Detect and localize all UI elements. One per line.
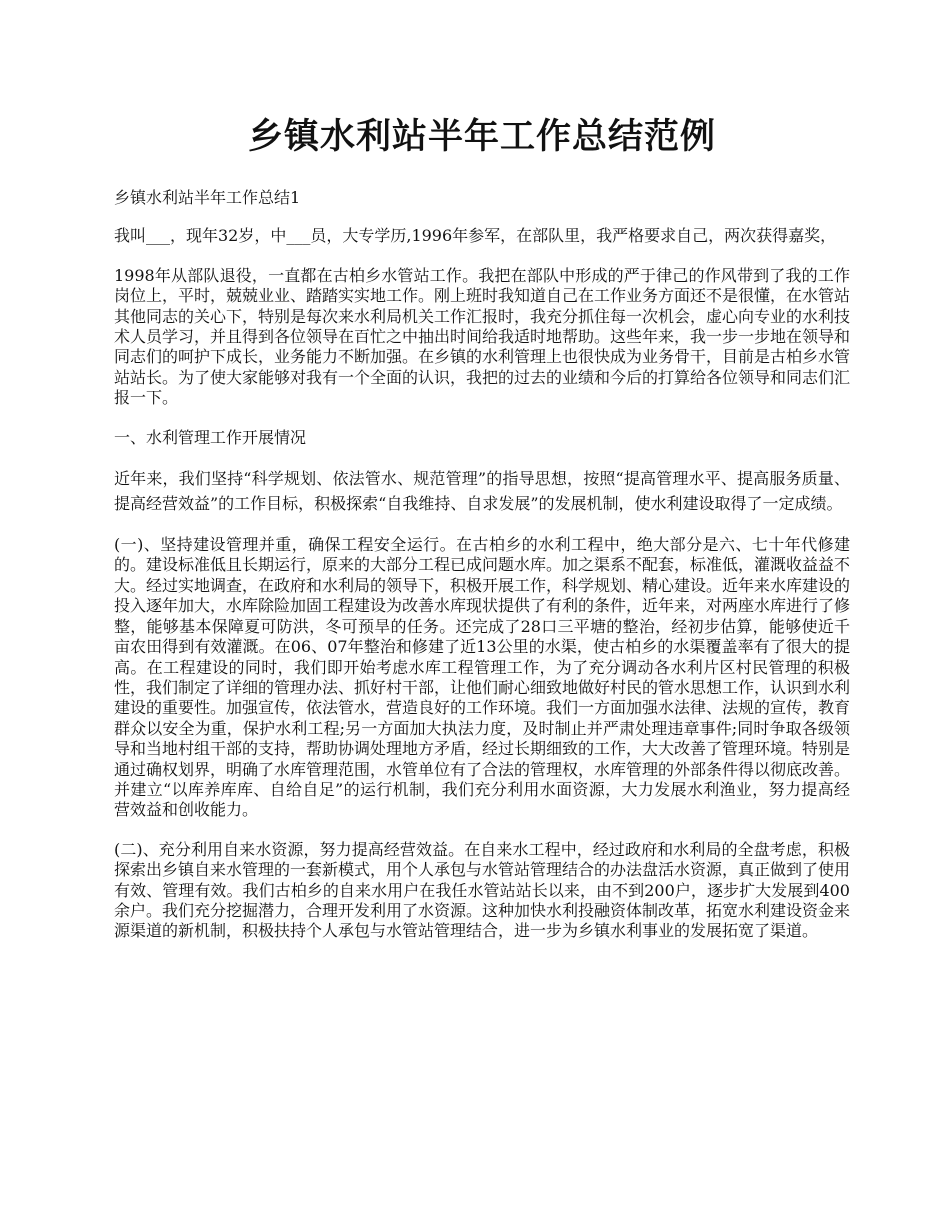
paragraph-introduction: 我叫___，现年32岁，中___员，大专学历,1996年参军，在部队里，我严格要求自己，两次获得嘉奖，: [114, 226, 837, 246]
document-subtitle: 乡镇水利站半年工作总结1: [114, 188, 301, 207]
paragraph-background: 1998年从部队退役，一直都在古柏乡水管站工作。我把在部队中形成的严于律己的作风带到了我的工作岗位上，平时，兢兢业业、踏踏实实地工作。刚上班时我知道自己在工作业务方面还不是很懂，在水管站其他同志的关心下，特别是每次来水利局机关工作汇报时，我充分抓住每一次机会，虚心向专业的水利技术人员学习，并且得到各位领导在百忙之中抽出时间给我适时地帮助。这些年来，我一步一步地在领导和同志们的呵护下成长，业务能力不断加强。在乡镇的水利管理上也很快成为业务骨干，目前是古柏乡水管站站长。为了使大家能够对我有一个全面的认识，我把的过去的业绩和今后的打算给各位领导和同志们汇报一下。: [114, 265, 851, 408]
paragraph-guiding-ideas: 近年来，我们坚持“科学规划、依法管水、规范管理”的指导思想，按照“提高管理水平、提高服务质量、提高经营效益”的工作目标，积极探索“自我维持、自求发展”的发展机制，使水利建设取得了一定成绩。: [114, 469, 850, 514]
document-page: [114, 108, 850, 961]
paragraph-tap-water-resources: (二)、充分利用自来水资源，努力提高经营效益。在自来水工程中，经过政府和水利局的全盘考虑，积极探索出乡镇自来水管理的一套新模式，用个人承包与水管站管理结合的办法盘活水资源，真正做到了使用有效、管理有效。我们古柏乡的自来水用户在我任水管站站长以来，由不到200户，逐步扩大发展到400余户。我们充分挖掘潜力，合理开发利用了水资源。这种加快水利投融资体制改革，拓宽水利建设资金来源渠道的新机制，积极扶持个人承包与水管站管理结合，进一步为乡镇水利事业的发展拓宽了渠道。: [114, 839, 851, 941]
paragraph-construction-management: (一)、坚持建设管理并重，确保工程安全运行。在古柏乡的水利工程中，绝大部分是六、七十年代修建的。建设标准低且长期运行，原来的大部分工程已成问题水库。加之渠系不配套，标准低，灌溉收益益不大。经过实地调查，在政府和水利局的领导下，积极开展工作，科学规划、精心建设。近年来水库建设的投入逐年加大，水库除险加固工程建设为改善水库现状提供了有利的条件，近年来，对两座水库进行了修整，能够基本保障夏可防洪，冬可预旱的任务。还完成了28口三平塘的整治，经初步估算，能够使近千亩农田得到有效灌溉。在06、07年整治和修建了近13公里的水渠，使古柏乡的水渠覆盖率有了很大的提高。在工程建设的同时，我们即开始考虑水库工程管理工作，为了充分调动各水利片区村民管理的积极性，我们制定了详细的管理办法、抓好村干部，让他们耐心细致地做好村民的管水思想工作，认识到水利建设的重要性。加强宣传，依法管水，营造良好的工作环境。我们一方面加强水法律、法规的宣传，教育群众以安全为重，保护水利工程;另一方面加大执法力度，及时制止并严肃处理违章事件;同时争取各级领导和当地村组干部的支持，帮助协调处理地方矛盾，经过长期细致的工作，大大改善了管理环境。特别是通过确权划界，明确了水库管理范围，水管单位有了合法的管理权，水库管理的外部条件得以彻底改善。并建立“以库养库库、自给自足”的运行机制，我们充分利用水面资源，大力发展水利渔业，努力提高经营效益和创收能力。: [114, 535, 851, 820]
document-title: 乡镇水利站半年工作总结范例: [247, 117, 716, 157]
section-heading-water-management: 一、水利管理工作开展情况: [114, 427, 307, 447]
